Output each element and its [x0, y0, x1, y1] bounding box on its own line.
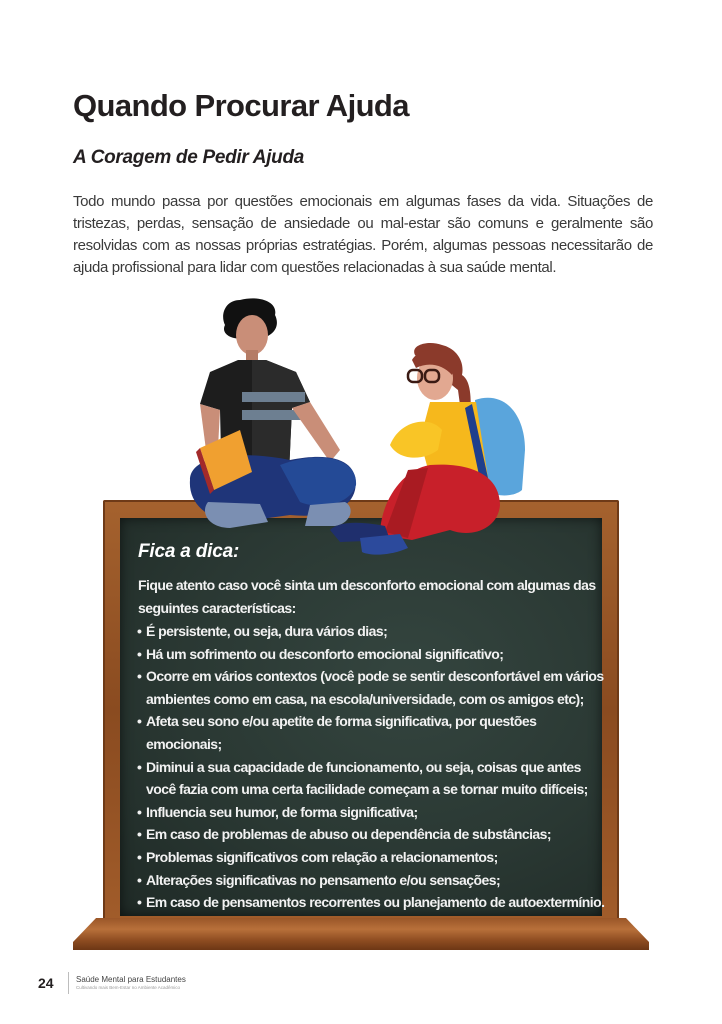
chalkboard-ledge — [73, 918, 649, 950]
bullet-icon: • — [137, 826, 142, 843]
tip-list-item: • Influencia seu humor, de forma significativa; — [137, 801, 607, 824]
tip-list — [137, 620, 607, 914]
bullet-icon: • — [137, 668, 142, 685]
tip-list-item: • Em caso de pensamentos recorrentes ou planejamento de autoextermínio. — [137, 891, 607, 914]
publication-subtitle: Cultivando mais Bem-Estar no Ambiente Acadêmico — [76, 985, 181, 990]
tip-list-item: • Problemas significativos com relação a relacionamentos; — [137, 846, 607, 869]
girl-figure — [330, 343, 525, 555]
tip-list-item: • Em caso de problemas de abuso ou dependência de substâncias; — [137, 823, 607, 846]
tip-list-item: • Ocorre em vários contextos (você pode se sentir desconfortável em vários ambientes como em casa, na escola/universidade, com os amigos etc); — [137, 665, 607, 710]
intro-paragraph: Todo mundo passa por questões emocionais em algumas fases da vida. Situações de tristezas, perdas, sensação de ansiedade ou mal-estar são comuns e geralmente são resolvidas com as nossas próprias estratégias. Porém, algumas pessoas necessitarão de ajuda profissional para lidar com questões relacionadas à sua saúde mental. — [73, 193, 653, 276]
page-title: Quando Procurar Ajuda — [73, 88, 409, 123]
tip-list-item: • É persistente, ou seja, dura vários dias; — [137, 620, 607, 643]
bullet-icon: • — [137, 848, 142, 865]
tip-list-item: • Diminui a sua capacidade de funcionamento, ou seja, coisas que antes você fazia com uma certa facilidade começam a se tornar muito difíceis; — [137, 756, 607, 801]
publication-title: Saúde Mental para Estudantes — [76, 975, 186, 984]
section-subtitle: A Coragem de Pedir Ajuda — [73, 147, 305, 168]
tip-title: Fica a dica: — [138, 541, 240, 562]
tip-list-item: • Alterações significativas no pensamento e/ou sensações; — [137, 869, 607, 892]
tip-list-item: • Há um sofrimento ou desconforto emocional significativo; — [137, 643, 607, 666]
boy-figure — [190, 298, 356, 528]
tip-intro: Fique atento caso você sinta um desconforto emocional com algumas das seguintes características: — [138, 577, 596, 616]
bullet-icon: • — [137, 758, 142, 775]
bullet-icon: • — [137, 871, 142, 888]
bullet-icon: • — [137, 713, 142, 730]
bullet-icon: • — [137, 803, 142, 820]
tip-list-item: • Afeta seu sono e/ou apetite de forma significativa, por questões emocionais; — [137, 710, 607, 755]
footer-divider — [68, 972, 69, 994]
bullet-icon: • — [137, 623, 142, 639]
bullet-icon: • — [137, 894, 142, 911]
students-illustration — [180, 290, 550, 560]
page-number: 24 — [38, 975, 54, 991]
bullet-icon: • — [137, 645, 142, 662]
